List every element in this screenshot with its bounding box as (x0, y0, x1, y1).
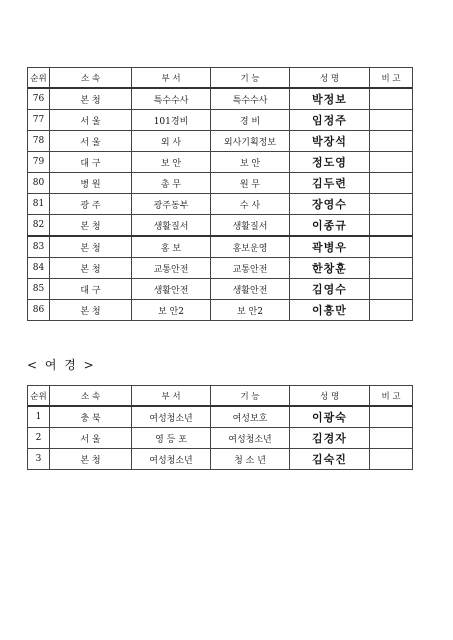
header-function: 기 능 (211, 386, 290, 407)
cell-rank: 1 (28, 406, 50, 428)
cell-department: 영 등 포 (132, 428, 211, 449)
cell-department: 생활질서 (132, 215, 211, 237)
table-row (28, 110, 413, 131)
cell-department: 생활안전 (132, 279, 211, 300)
cell-remarks (370, 428, 413, 449)
cell-department: 보 안 (132, 152, 211, 173)
table-row (28, 428, 413, 449)
section-label-female-officers: < 여 경 > (27, 358, 96, 372)
table-row (28, 449, 413, 470)
cell-name: 정도영 (290, 152, 370, 173)
cell-remarks (370, 406, 413, 428)
cell-rank: 78 (28, 131, 50, 152)
cell-affiliation: 본 청 (50, 215, 132, 237)
cell-function: 교통안전 (211, 258, 290, 279)
cell-name: 김두련 (290, 173, 370, 194)
table-row (28, 194, 413, 215)
table-header-row (28, 386, 413, 407)
cell-affiliation: 본 청 (50, 300, 132, 321)
cell-remarks (370, 258, 413, 279)
cell-affiliation: 충 북 (50, 406, 132, 428)
cell-name: 이종규 (290, 215, 370, 237)
header-affiliation: 소 속 (50, 386, 132, 407)
table-row (28, 279, 413, 300)
cell-remarks (370, 449, 413, 470)
cell-remarks (370, 279, 413, 300)
table-row (28, 152, 413, 173)
cell-rank: 84 (28, 258, 50, 279)
header-affiliation: 소 속 (50, 68, 132, 89)
cell-remarks (370, 300, 413, 321)
cell-rank: 80 (28, 173, 50, 194)
cell-function: 생활안전 (211, 279, 290, 300)
roster-table-female-officers (27, 385, 413, 470)
cell-name: 김영수 (290, 279, 370, 300)
cell-function: 특수수사 (211, 88, 290, 110)
cell-name: 김숙진 (290, 449, 370, 470)
cell-remarks (370, 236, 413, 258)
header-name: 성 명 (290, 386, 370, 407)
header-remarks: 비 고 (370, 68, 413, 89)
cell-function: 홍보운영 (211, 236, 290, 258)
cell-function: 외사기획정보 (211, 131, 290, 152)
cell-department: 광주동부 (132, 194, 211, 215)
header-name: 성 명 (290, 68, 370, 89)
cell-name: 한창훈 (290, 258, 370, 279)
header-department: 부 서 (132, 68, 211, 89)
table-row (28, 300, 413, 321)
cell-name: 임정주 (290, 110, 370, 131)
cell-affiliation: 본 청 (50, 449, 132, 470)
cell-affiliation: 서 울 (50, 110, 132, 131)
cell-name: 박장석 (290, 131, 370, 152)
cell-name: 이흥만 (290, 300, 370, 321)
cell-function: 보 안 (211, 152, 290, 173)
cell-rank: 81 (28, 194, 50, 215)
cell-rank: 76 (28, 88, 50, 110)
cell-remarks (370, 88, 413, 110)
header-rank: 순위 (28, 386, 50, 407)
cell-department: 총 무 (132, 173, 211, 194)
cell-remarks (370, 194, 413, 215)
cell-rank: 82 (28, 215, 50, 237)
header-rank: 순위 (28, 68, 50, 89)
header-department: 부 서 (132, 386, 211, 407)
cell-affiliation: 서 울 (50, 131, 132, 152)
roster-table-main (27, 67, 413, 321)
cell-remarks (370, 131, 413, 152)
cell-function: 원 무 (211, 173, 290, 194)
cell-remarks (370, 215, 413, 237)
cell-rank: 2 (28, 428, 50, 449)
cell-department: 홍 보 (132, 236, 211, 258)
cell-department: 교통안전 (132, 258, 211, 279)
cell-rank: 83 (28, 236, 50, 258)
cell-department: 보 안2 (132, 300, 211, 321)
cell-function: 여성보호 (211, 406, 290, 428)
cell-rank: 77 (28, 110, 50, 131)
header-function: 기 능 (211, 68, 290, 89)
cell-remarks (370, 110, 413, 131)
cell-affiliation: 서 울 (50, 428, 132, 449)
cell-name: 곽병우 (290, 236, 370, 258)
cell-rank: 86 (28, 300, 50, 321)
cell-affiliation: 대 구 (50, 152, 132, 173)
cell-function: 보 안2 (211, 300, 290, 321)
table-row (28, 215, 413, 237)
cell-remarks (370, 173, 413, 194)
cell-name: 박정보 (290, 88, 370, 110)
cell-name: 장영수 (290, 194, 370, 215)
table-row (28, 88, 413, 110)
cell-rank: 85 (28, 279, 50, 300)
cell-department: 여성청소년 (132, 449, 211, 470)
cell-function: 경 비 (211, 110, 290, 131)
header-remarks: 비 고 (370, 386, 413, 407)
cell-rank: 79 (28, 152, 50, 173)
cell-affiliation: 본 청 (50, 236, 132, 258)
table-row (28, 173, 413, 194)
cell-function: 여성청소년 (211, 428, 290, 449)
cell-affiliation: 본 청 (50, 88, 132, 110)
cell-function: 생활질서 (211, 215, 290, 237)
cell-affiliation: 대 구 (50, 279, 132, 300)
cell-function: 수 사 (211, 194, 290, 215)
cell-department: 특수수사 (132, 88, 211, 110)
cell-name: 김경자 (290, 428, 370, 449)
cell-rank: 3 (28, 449, 50, 470)
table-header-row (28, 68, 413, 89)
cell-affiliation: 병 원 (50, 173, 132, 194)
cell-department: 여성청소년 (132, 406, 211, 428)
cell-function: 청 소 년 (211, 449, 290, 470)
cell-affiliation: 본 청 (50, 258, 132, 279)
cell-name: 이광숙 (290, 406, 370, 428)
cell-department: 외 사 (132, 131, 211, 152)
table-row (28, 258, 413, 279)
table-row (28, 131, 413, 152)
table-row (28, 236, 413, 258)
cell-affiliation: 광 주 (50, 194, 132, 215)
table-row (28, 406, 413, 428)
cell-remarks (370, 152, 413, 173)
cell-department: 101경비 (132, 110, 211, 131)
